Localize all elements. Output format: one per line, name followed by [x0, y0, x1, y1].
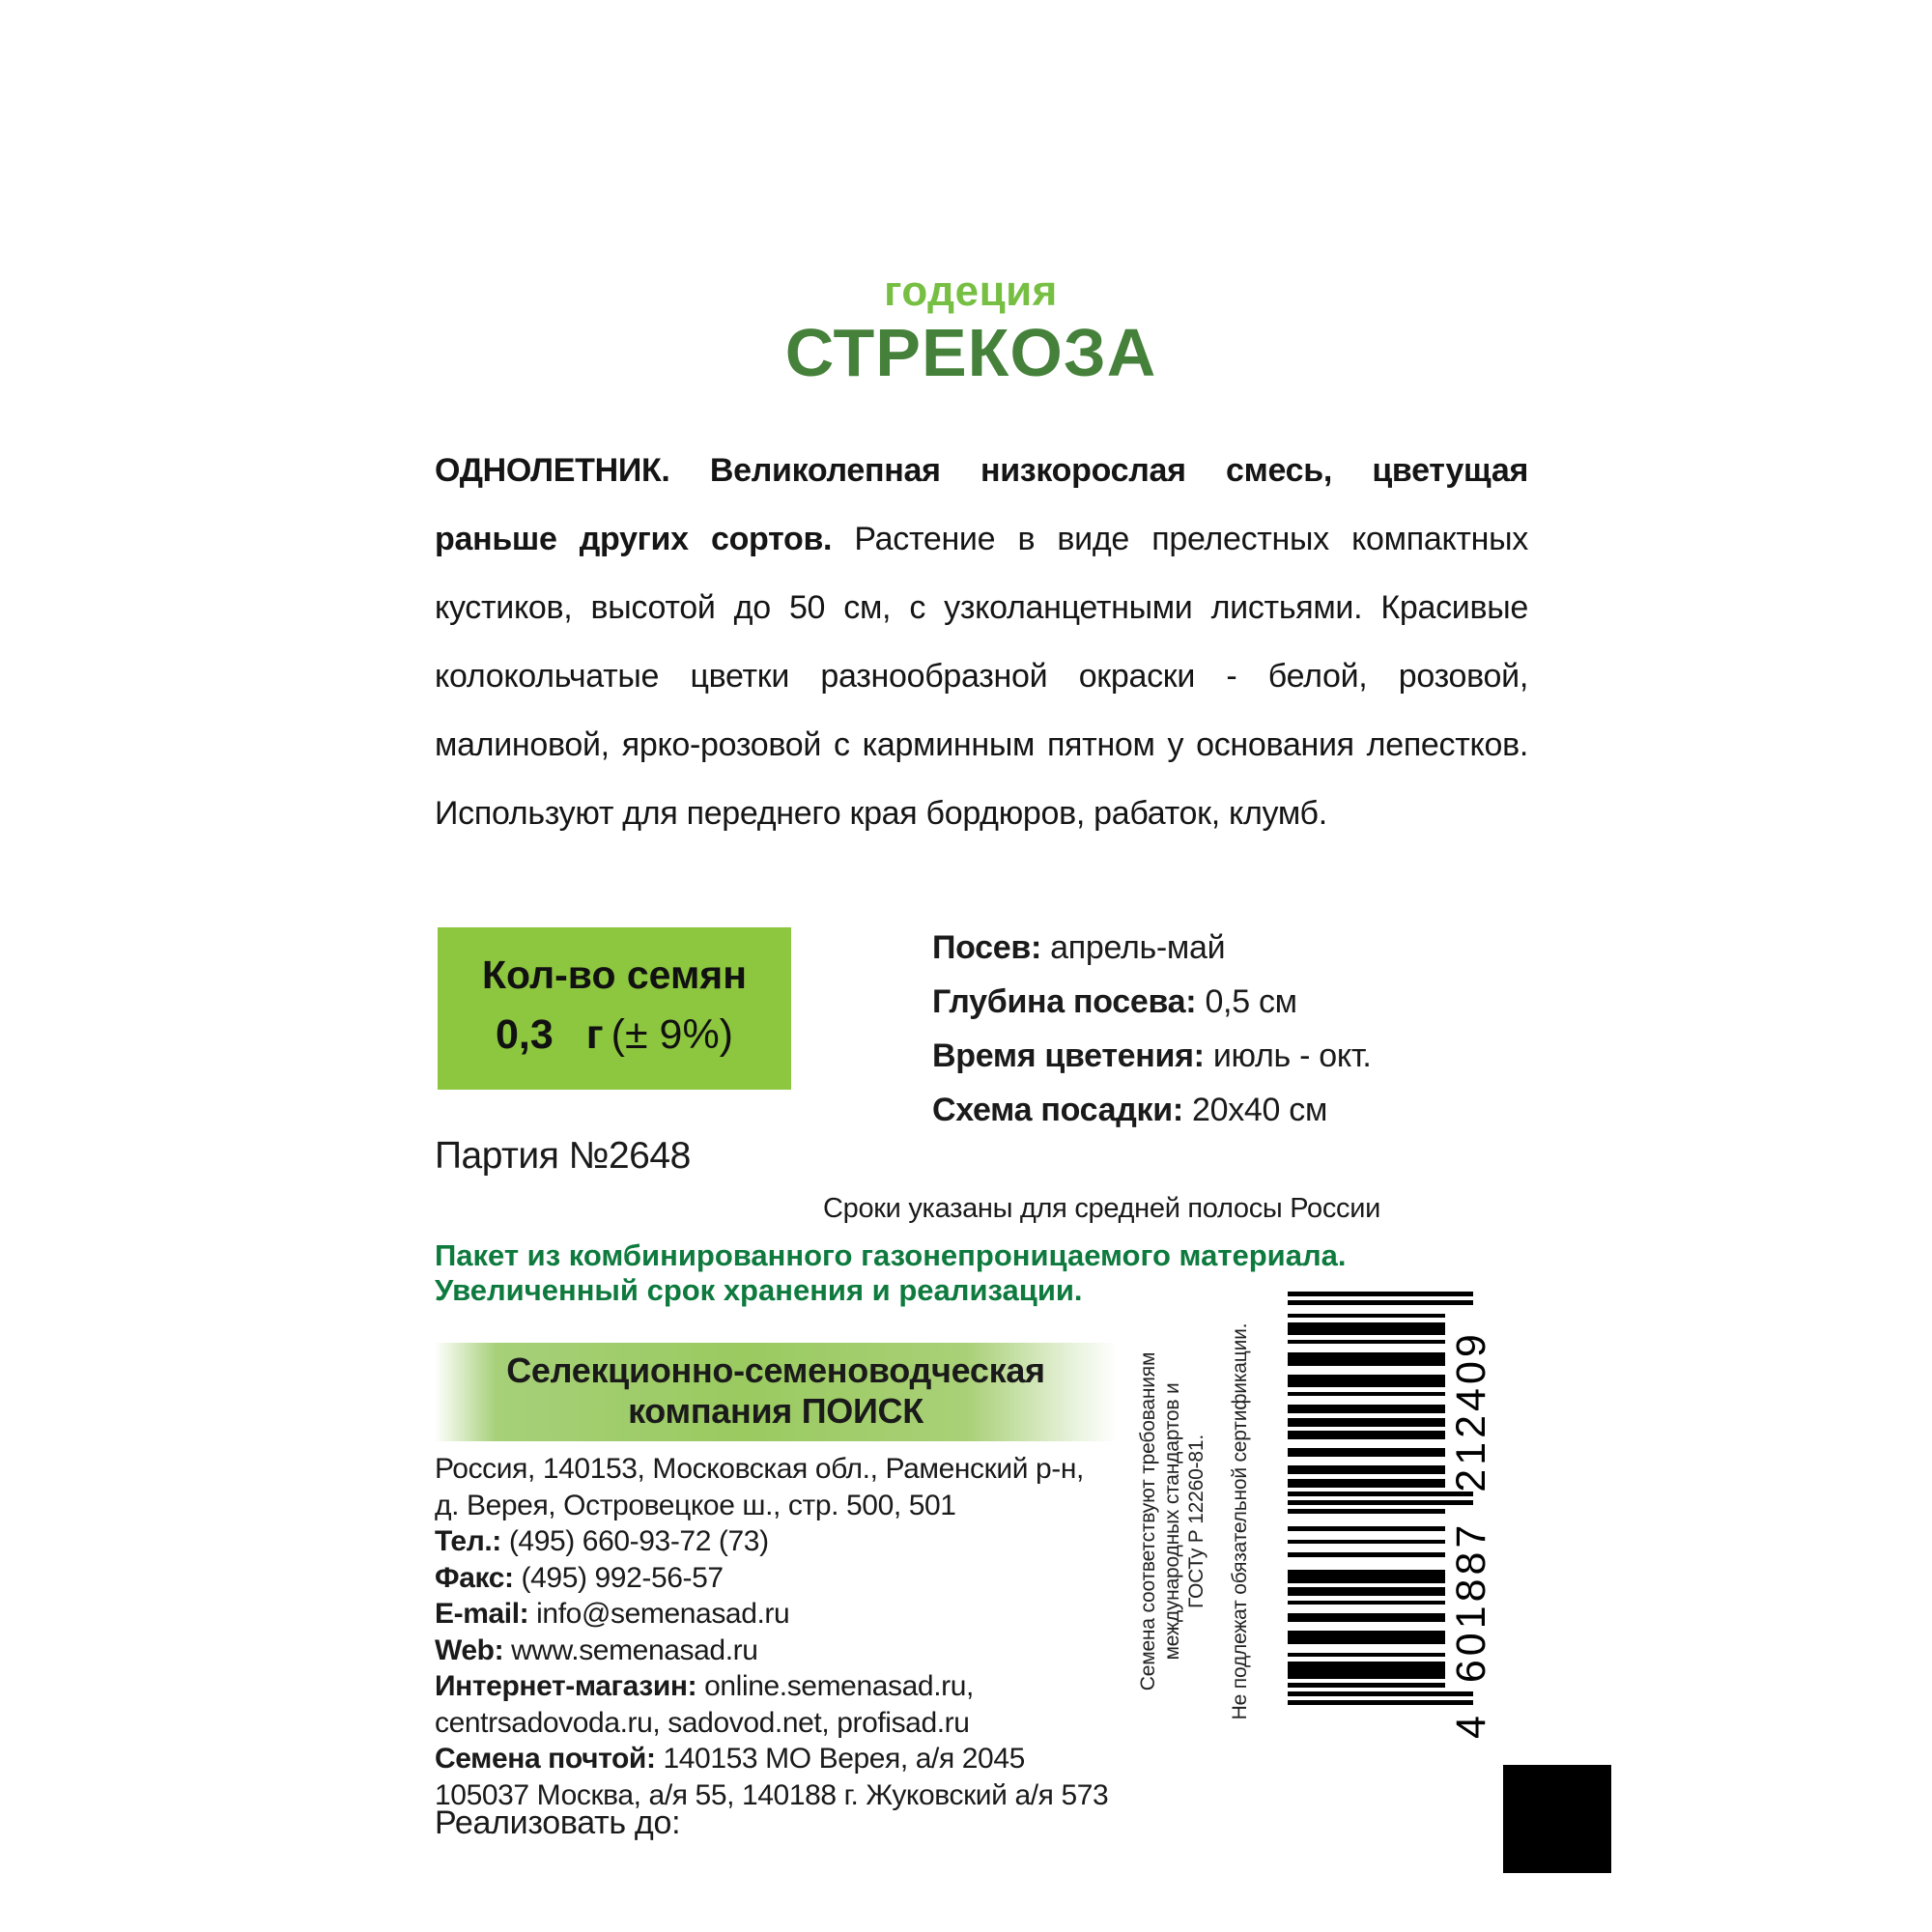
barcode-bar	[1288, 1639, 1445, 1644]
barcode-bar	[1288, 1292, 1473, 1296]
barcode-bar	[1288, 1575, 1445, 1579]
barcode-bar	[1288, 1509, 1445, 1514]
barcode-bar	[1288, 1613, 1445, 1618]
barcode-bar	[1288, 1322, 1445, 1327]
package-note-line2: Увеличенный срок хранения и реализации.	[435, 1273, 1083, 1307]
address-line	[435, 1523, 1111, 1560]
barcode-bar	[1288, 1300, 1473, 1305]
barcode-bar	[1288, 1357, 1445, 1362]
barcode-bar	[1288, 1587, 1445, 1592]
barcode-bar	[1288, 1314, 1445, 1319]
barcode-digits: 4 601887 212409	[1448, 1330, 1494, 1739]
barcode-bar	[1288, 1409, 1445, 1414]
package-note-line1: Пакет из комбинированного газонепроницаемого материала.	[435, 1238, 1347, 1272]
barcode-bar	[1288, 1465, 1445, 1470]
seed-quantity-box	[438, 927, 791, 1090]
barcode-bar	[1288, 1635, 1445, 1640]
address-text: centrsadovoda.ru, sadovod.net, profisad.ru	[435, 1706, 970, 1739]
barcode-bar	[1288, 1470, 1445, 1475]
address-line	[435, 1705, 1111, 1742]
barcode-bar	[1288, 1670, 1445, 1675]
variety-title: СТРЕКОЗА	[784, 315, 1157, 390]
address-line	[435, 1668, 1111, 1705]
barcode-bar	[1288, 1500, 1473, 1505]
species-title: годеция	[884, 268, 1058, 315]
barcode-bar	[1288, 1552, 1445, 1557]
address-label: Тел.:	[435, 1525, 501, 1557]
seed-quantity-tolerance: (± 9%)	[611, 1011, 734, 1058]
barcode-bar	[1288, 1691, 1473, 1696]
sowing-row-depth	[932, 983, 1531, 1021]
sowing-label: Посев:	[932, 929, 1041, 966]
barcode-bar	[1288, 1578, 1445, 1583]
sowing-row-sowing	[932, 929, 1531, 967]
barcode-bar	[1288, 1422, 1445, 1427]
seed-quantity-unit: г	[585, 1011, 604, 1058]
sowing-value: 0,5 см	[1196, 983, 1297, 1020]
barcode-bar	[1288, 1662, 1445, 1666]
address-label: Факс:	[435, 1561, 514, 1594]
description-lead: ОДНОЛЕТНИК. Великолепная низкорослая смесь, цветущая раньше других сортов.	[435, 452, 1528, 557]
sowing-row-flowering	[932, 1037, 1531, 1075]
address-text: д. Верея, Островецкое ш., стр. 500, 501	[435, 1489, 956, 1521]
barcode-bar	[1288, 1378, 1445, 1383]
sowing-label: Глубина посева:	[932, 983, 1197, 1020]
sowing-label: Время цветения:	[932, 1037, 1205, 1074]
certification-note-line1: Семена соответствуют требованиям	[1137, 1351, 1159, 1691]
sowing-row-scheme	[932, 1092, 1531, 1129]
barcode-bar	[1288, 1326, 1445, 1331]
barcode-bar	[1288, 1665, 1445, 1670]
sowing-label: Схема посадки:	[932, 1092, 1183, 1128]
description-body: Растение в виде прелестных компактных кустиков, высотой до 50 см, с узколанцетными листьями. Красивые колокольчатые цветки разнообразной окраски - белой, розовой, малиновой, ярко-розовой с карминным пятном у основания лепестков. Используют для переднего края бордюров, рабаток, клумб.	[435, 521, 1528, 832]
barcode-bar	[1288, 1483, 1445, 1488]
sowing-value: июль - окт.	[1204, 1037, 1372, 1074]
address-line	[435, 1560, 1111, 1597]
certification-note-line3: ГОСТу Р 12260-81.	[1185, 1435, 1208, 1609]
seed-quantity-value-line	[438, 1011, 791, 1059]
address-text: online.semenasad.ru,	[696, 1670, 974, 1702]
address-label: Семена почтой:	[435, 1743, 656, 1775]
barcode-bar	[1288, 1352, 1445, 1357]
barcode-bar	[1288, 1700, 1473, 1705]
barcode-bar	[1288, 1653, 1445, 1658]
barcode-bar	[1288, 1570, 1445, 1575]
barcode-bar	[1288, 1340, 1445, 1345]
sell-by-label: Реализовать до:	[435, 1804, 681, 1841]
address-line	[435, 1741, 1111, 1777]
barcode-bar	[1288, 1331, 1445, 1336]
barcode-bar	[1288, 1361, 1445, 1366]
barcode-bar	[1288, 1618, 1445, 1623]
certification-note-2	[1228, 1300, 1253, 1743]
address-text: (495) 660-93-72 (73)	[500, 1525, 769, 1557]
barcode-bar	[1288, 1526, 1445, 1531]
sowing-value: 20х40 см	[1182, 1092, 1328, 1128]
address-label: E-mail:	[435, 1598, 529, 1630]
sowing-value: апрель-май	[1041, 929, 1226, 966]
address-line	[435, 1451, 1111, 1488]
company-banner-line1: Селекционно-семеноводческая	[506, 1350, 1045, 1390]
batch-number: Партия №2648	[435, 1135, 691, 1177]
barcode-bar	[1288, 1431, 1445, 1435]
barcode-bar	[1288, 1392, 1445, 1397]
address-label: Web:	[435, 1634, 504, 1666]
barcode-bar	[1288, 1592, 1445, 1597]
address-line	[435, 1488, 1111, 1524]
barcode-bar	[1288, 1674, 1445, 1679]
company-address	[435, 1451, 1111, 1813]
address-text: Россия, 140153, Московская обл., Раменский р-н,	[435, 1453, 1084, 1485]
barcode-bar	[1288, 1683, 1445, 1688]
barcode-bar	[1288, 1479, 1445, 1484]
sowing-info	[932, 929, 1531, 1146]
barcode-bar	[1288, 1418, 1445, 1423]
package-note	[435, 1238, 1401, 1308]
address-text: (495) 992-56-57	[513, 1561, 724, 1594]
barcode-bar	[1288, 1601, 1445, 1605]
barcode-bar	[1288, 1435, 1445, 1440]
certification-note-line2: международных стандартов и	[1161, 1382, 1183, 1661]
barcode-bar	[1288, 1448, 1445, 1453]
company-banner-line2: компания ПОИСК	[628, 1391, 923, 1431]
barcode-bar	[1288, 1405, 1445, 1409]
barcode-bar	[1288, 1631, 1445, 1635]
address-text: 140153 МО Верея, а/я 2045	[655, 1743, 1025, 1775]
certification-note	[1136, 1300, 1209, 1743]
description	[435, 437, 1528, 848]
barcode-bar	[1288, 1375, 1445, 1379]
barcode-bar	[1288, 1453, 1445, 1458]
print-mark-square	[1503, 1765, 1611, 1873]
address-line	[435, 1596, 1111, 1633]
barcode-bar	[1288, 1540, 1445, 1545]
timing-note: Сроки указаны для средней полосы России	[823, 1193, 1381, 1224]
seed-quantity-value: 0,3	[495, 1011, 554, 1058]
title-block	[415, 269, 1526, 388]
barcode-bar	[1288, 1383, 1445, 1388]
certification-note2-line1: Не подлежат обязательной сертификации.	[1229, 1322, 1251, 1720]
address-line	[435, 1633, 1111, 1669]
barcode	[1288, 1292, 1473, 1705]
address-label: Интернет-магазин:	[435, 1670, 697, 1702]
address-text: www.semenasad.ru	[503, 1634, 758, 1666]
address-text: 105037 Москва, а/я 55, 140188 г. Жуковский а/я 573	[435, 1778, 1109, 1811]
company-banner	[435, 1343, 1117, 1441]
seed-quantity-title: Кол-во семян	[482, 952, 747, 997]
address-text: info@semenasad.ru	[528, 1598, 790, 1630]
barcode-bar	[1288, 1492, 1473, 1496]
